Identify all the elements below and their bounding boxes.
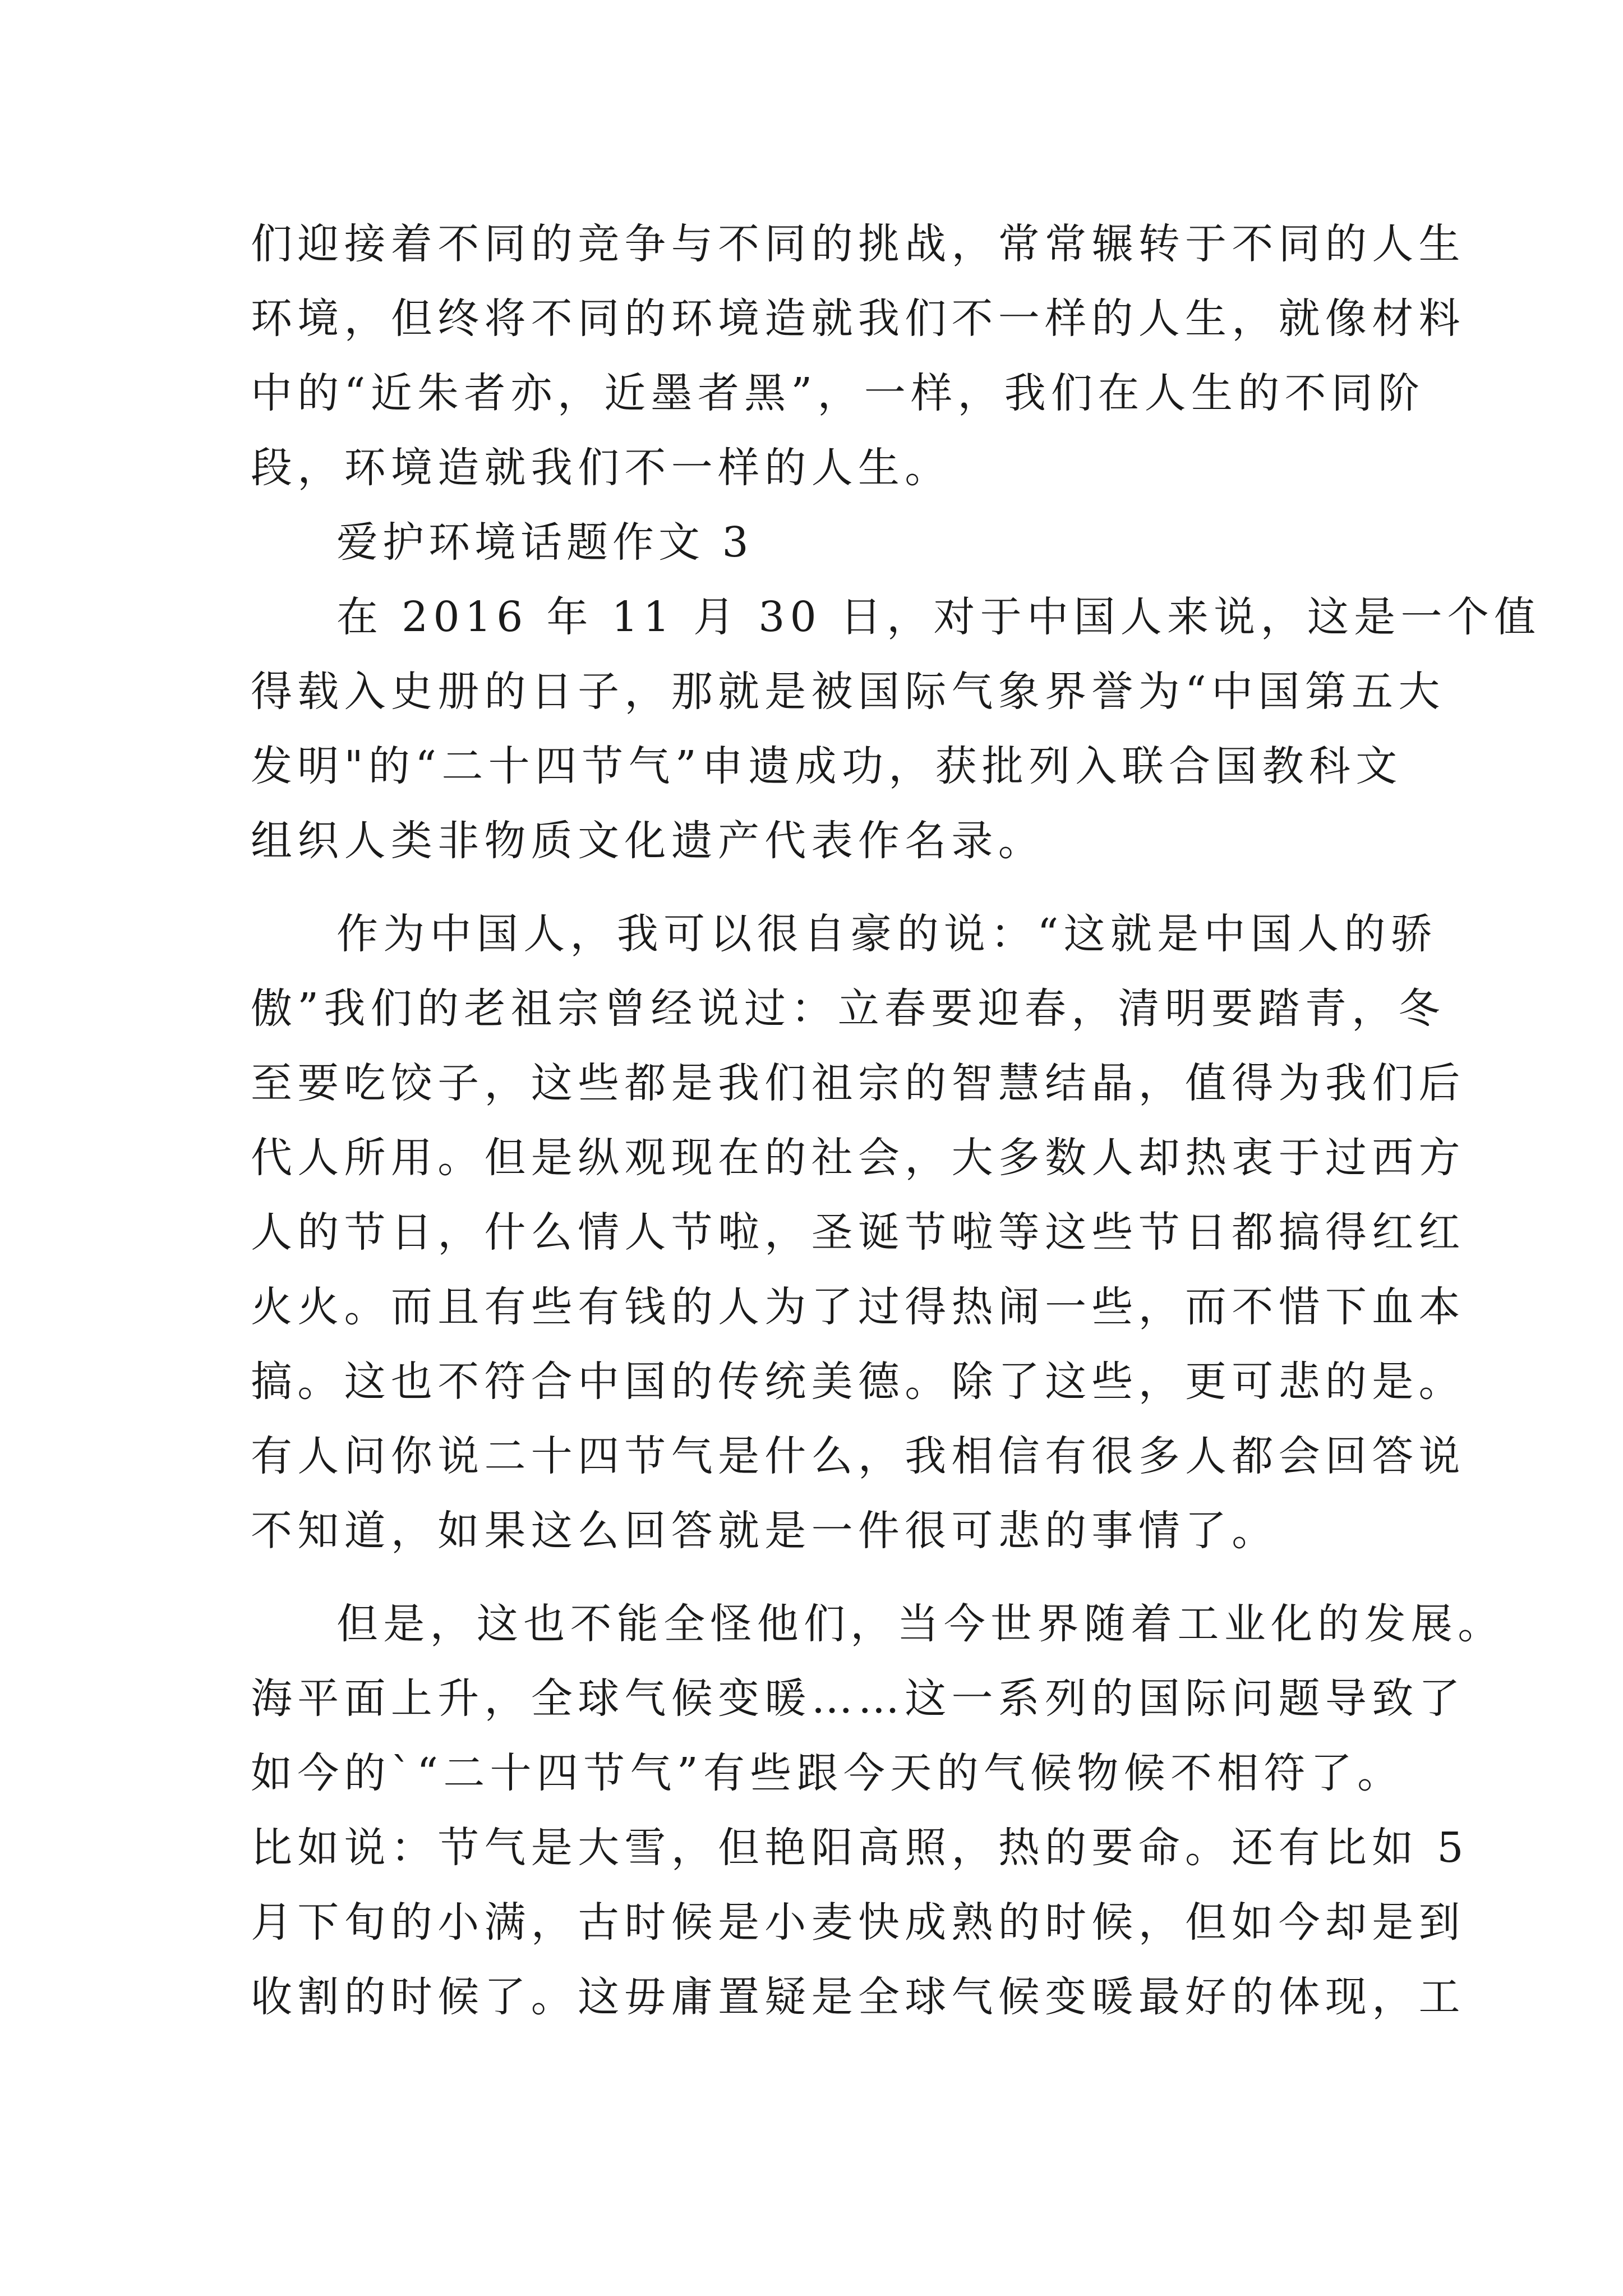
paragraph-3-line-5: 人的节日，什么情人节啦，圣诞节啦等这些节日都搞得红红 <box>251 1208 1465 1257</box>
paragraph-2-line-2: 得载入史册的日子，那就是被国际气象界誉为“中国第五大 <box>251 668 1445 716</box>
paragraph-4-line-4: 比如说：节气是大雪，但艳阳高照，热的要命。还有比如 5 <box>251 1824 1469 1872</box>
paragraph-4-line-2: 海平面上升，全球气候变暖……这一系列的国际问题导致了 <box>251 1674 1465 1723</box>
paragraph-1-line-4: 段，环境造就我们不一样的人生。 <box>251 444 952 492</box>
paragraph-1-line-1: 们迎接着不同的竞争与不同的挑战，常常辗转于不同的人生 <box>251 220 1465 268</box>
paragraph-1-line-3: 中的“近朱者亦，近墨者黑”，一样，我们在人生的不同阶 <box>251 369 1425 417</box>
paragraph-4-line-1: 但是，这也不能全怪他们，当今世界随着工业化的发展。 <box>336 1600 1505 1648</box>
paragraph-2-line-1: 在 2016 年 11 月 30 日，对于中国人来说，这是一个值 <box>336 593 1541 641</box>
paragraph-3-line-8: 有人问你说二十四节气是什么，我相信有很多人都会回答说 <box>251 1432 1465 1480</box>
paragraph-4-line-3: 如今的`“二十四节气”有些跟今天的气候物候不相符了。 <box>251 1749 1404 1797</box>
paragraph-3-line-4: 代人所用。但是纵观现在的社会，大多数人却热衷于过西方 <box>251 1134 1465 1182</box>
paragraph-3-line-1: 作为中国人，我可以很自豪的说：“这就是中国人的骄 <box>336 910 1438 958</box>
paragraph-3-line-9: 不知道，如果这么回答就是一件很可悲的事情了。 <box>251 1507 1279 1555</box>
paragraph-1-line-2: 环境，但终将不同的环境造就我们不一样的人生，就像材料 <box>251 295 1465 343</box>
paragraph-4-line-6: 收割的时候了。这毋庸置疑是全球气候变暖最好的体现，工 <box>251 1973 1465 2021</box>
paragraph-2-line-4: 组织人类非物质文化遗产代表作名录。 <box>251 817 1045 865</box>
section-heading: 爱护环境话题作文 3 <box>336 518 753 567</box>
paragraph-3-line-7: 搞。这也不符合中国的传统美德。除了这些，更可悲的是。 <box>251 1358 1465 1406</box>
paragraph-3-line-2: 傲”我们的老祖宗曾经说过：立春要迎春，清明要踏青，冬 <box>251 984 1445 1033</box>
paragraph-3-line-3: 至要吃饺子，这些都是我们祖宗的智慧结晶，值得为我们后 <box>251 1059 1465 1107</box>
paragraph-4-line-5: 月下旬的小满，古时候是小麦快成熟的时候，但如今却是到 <box>251 1898 1465 1947</box>
paragraph-2-line-3: 发明"的“二十四节气”申遗成功，获批列入联合国教科文 <box>251 742 1403 790</box>
paragraph-3-line-6: 火火。而且有些有钱的人为了过得热闹一些，而不惜下血本 <box>251 1283 1465 1331</box>
